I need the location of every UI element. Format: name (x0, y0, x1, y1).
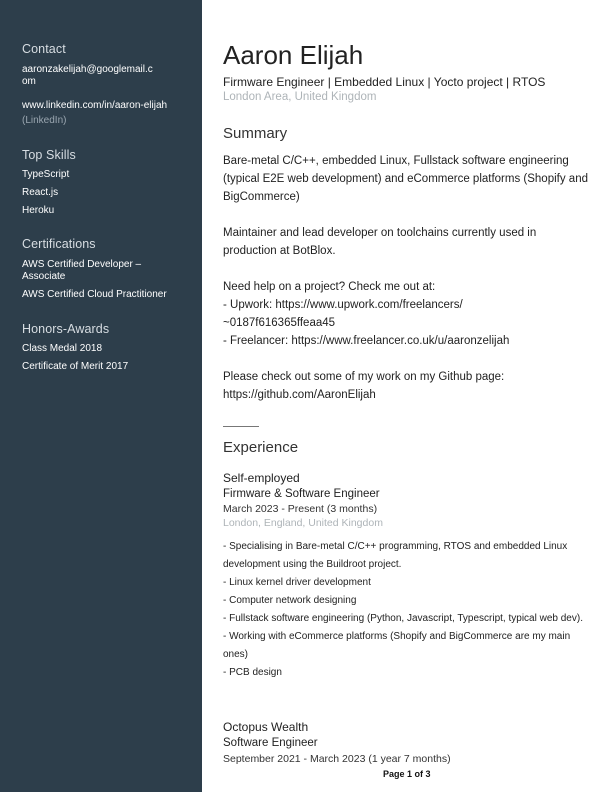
contact-heading: Contact (22, 42, 66, 56)
award-item: Class Medal 2018 (22, 343, 103, 354)
job-2-dates: September 2021 - March 2023 (1 year 7 months) (223, 753, 451, 765)
sidebar (0, 0, 202, 792)
skill-item: React.js (22, 187, 59, 198)
job-1-bullet: - Working with eCommerce platforms (Shopify and BigCommerce are my main ones) (223, 631, 571, 660)
job-1-bullet: - Linux kernel driver development (223, 577, 371, 588)
profile-headline: Firmware Engineer | Embedded Linux | Yocto project | RTOS (223, 75, 546, 89)
job-1-description (223, 538, 593, 682)
job-1-role: Firmware & Software Engineer (223, 488, 380, 500)
skill-item: TypeScript (22, 169, 70, 180)
job-1-bullet: - Fullstack software engineering (Python, Javascript, Typescript, typical web dev). (223, 613, 583, 624)
linkedin-label: (LinkedIn) (22, 115, 67, 126)
summary-heading: Summary (223, 125, 288, 142)
experience-heading: Experience (223, 439, 299, 456)
certifications-heading: Certifications (22, 237, 96, 251)
email-line-2: om (22, 76, 36, 87)
job-1-bullet: - Computer network designing (223, 595, 357, 606)
job-1-bullet: - Specialising in Bare-metal C/C++ programming, RTOS and embedded Linux development using the Buildroot project. (223, 541, 568, 570)
summary-paragraph-3 (223, 278, 593, 350)
email-line-1: aaronzakelijah@googlemail.c (22, 64, 153, 75)
profile-name: Aaron Elijah (223, 40, 364, 70)
skill-item: Heroku (22, 205, 55, 216)
linkedin-link[interactable]: www.linkedin.com/in/aaron-elijah (22, 100, 168, 111)
job-1-company: Self-employed (223, 471, 300, 485)
job-2-role: Software Engineer (223, 737, 318, 749)
cert-item (22, 259, 141, 283)
summary-paragraph-1: Bare-metal C/C++, embedded Linux, Fullstack software engineering (typical E2E web development) and eCommerce platforms (Shopify and BigCommerce) (223, 155, 588, 203)
job-1-bullet: - PCB design (223, 667, 282, 678)
email-link[interactable] (22, 64, 153, 88)
upwork-link[interactable]: - Upwork: https://www.upwork.com/freelancers/ (223, 299, 463, 311)
section-divider (223, 426, 259, 427)
job-2-company: Octopus Wealth (223, 720, 309, 734)
profile-location: London Area, United Kingdom (223, 91, 377, 103)
awards-heading: Honors-Awards (22, 322, 110, 336)
job-1-dates: March 2023 - Present (3 months) (223, 503, 378, 515)
cert-1-line-2: Associate (22, 271, 66, 282)
summary-help-line: Need help on a project? Check me out at: (223, 281, 436, 293)
award-item: Certificate of Merit 2017 (22, 361, 129, 372)
summary-paragraph-4: Please check out some of my work on my Github page: https://github.com/AaronElijah (223, 371, 505, 401)
cert-1-line-1: AWS Certified Developer – (22, 259, 142, 270)
cert-item: AWS Certified Cloud Practitioner (22, 289, 167, 300)
page-number: Page 1 of 3 (383, 769, 431, 779)
summary-paragraph-2: Maintainer and lead developer on toolchains currently used in production at BotBlox. (223, 227, 537, 257)
skills-heading: Top Skills (22, 148, 76, 162)
job-1-location: London, England, United Kingdom (223, 517, 383, 529)
upwork-link-cont[interactable]: ~0187f616365ffeaa45 (223, 317, 336, 329)
freelancer-link[interactable]: - Freelancer: https://www.freelancer.co.uk/u/aaronzelijah (223, 335, 510, 347)
